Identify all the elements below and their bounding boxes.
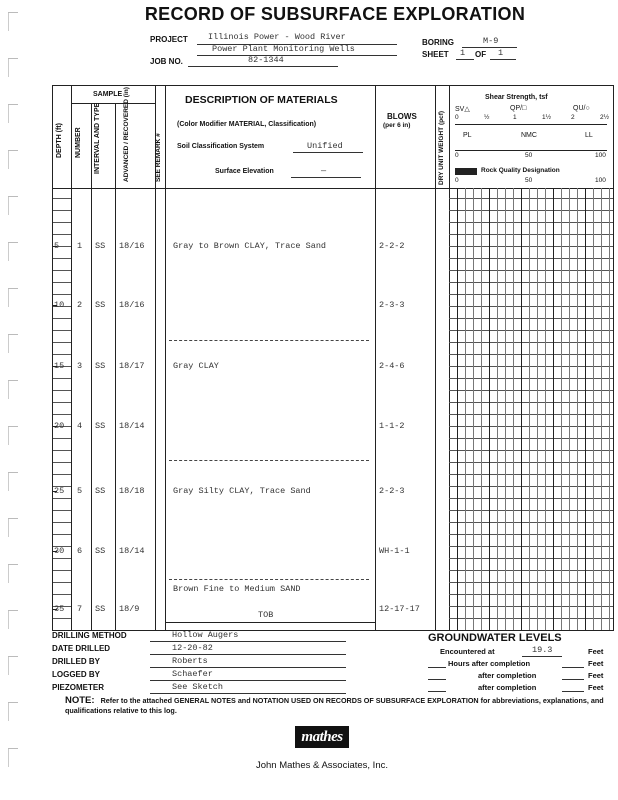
sheet-total: 1: [498, 48, 504, 58]
pl-label: PL: [463, 132, 472, 139]
sample-type: SS: [95, 361, 106, 371]
blow-counts: 1-1-2: [379, 421, 405, 431]
depth-grid-line: [53, 198, 71, 199]
sample-type: SS: [95, 546, 106, 556]
sheet-of-label: OF: [475, 50, 487, 59]
binder-hole: [8, 150, 18, 154]
gw-after2-underline: [562, 691, 584, 692]
feet-label-4: Feet: [588, 683, 604, 692]
col-divider: [435, 86, 436, 630]
depth-grid-line: [53, 354, 71, 355]
chart-grid-col: [497, 188, 498, 630]
depth-grid-line: [53, 450, 71, 451]
description-subtitle: (Color Modifier MATERIAL, Classification): [177, 121, 317, 128]
sample-divider: [71, 103, 155, 104]
footnote: [65, 696, 613, 716]
binder-hole: [8, 472, 18, 476]
soil-system-label: Soil Classification System: [177, 143, 265, 150]
depth-grid-line: [53, 510, 71, 511]
chart-grid-col: [569, 188, 570, 630]
groundwater-title: GROUNDWATER LEVELS: [428, 632, 562, 644]
gw-hours-label: Hours after completion: [448, 659, 531, 668]
depth-grid-line: [53, 402, 71, 403]
chart-grid-col: [457, 188, 458, 630]
depth-grid-line: [53, 390, 71, 391]
sv-label: SV△: [455, 106, 470, 113]
sample-number: 1: [77, 241, 83, 251]
project-label: PROJECT: [150, 35, 188, 44]
date-drilled-label: DATE DRILLED: [52, 644, 111, 653]
chart-grid-col: [529, 188, 530, 630]
shear-tick-label: 2: [571, 114, 575, 121]
depth-tick: [53, 366, 57, 367]
chart-grid-col: [465, 188, 466, 630]
sheet-number: 1: [460, 48, 466, 58]
depth-value: 15: [54, 361, 65, 371]
sample-number: 2: [77, 300, 83, 310]
moisture-scale-line: [455, 150, 607, 151]
depth-label: DEPTH (ft): [56, 123, 63, 158]
blow-counts: 12-17-17: [379, 604, 420, 614]
drilling-method-underline: [150, 641, 346, 642]
blow-counts: 2-4-6: [379, 361, 405, 371]
chart-grid-col: [585, 188, 586, 630]
job-label: JOB NO.: [150, 57, 183, 66]
gw-hours-blank: [428, 667, 446, 668]
depth-grid-line: [53, 234, 71, 235]
sample-type: SS: [95, 604, 106, 614]
date-drilled-underline: [150, 654, 346, 655]
sample-type: SS: [95, 241, 106, 251]
gw-encountered-underline: [522, 656, 562, 657]
binder-hole: [8, 58, 18, 62]
depth-grid-line: [53, 378, 71, 379]
gw-after2-blank: [428, 691, 446, 692]
moisture-tick-label: 100: [595, 152, 606, 159]
depth-grid-line: [53, 294, 71, 295]
boring-underline: [462, 47, 517, 48]
sample-label: SAMPLE: [93, 91, 123, 98]
advanced-recovered: 18/16: [119, 241, 145, 251]
chart-grid-col: [489, 188, 490, 630]
depth-grid-line: [53, 534, 71, 535]
drilling-method-label: DRILLING METHOD: [52, 631, 127, 640]
project-line1: Illinois Power - Wood River: [208, 32, 346, 42]
binder-hole: [8, 610, 18, 614]
piezometer-value: See Sketch: [172, 682, 224, 692]
depth-tick: [53, 551, 57, 552]
sand-description: Brown Fine to Medium SAND: [173, 584, 301, 594]
surface-elevation-underline: [291, 177, 361, 178]
moisture-tick-label: 50: [525, 152, 533, 159]
col-divider: [91, 103, 92, 630]
sample-type: SS: [95, 300, 106, 310]
col-divider: [71, 86, 72, 630]
depth-value: 20: [54, 421, 65, 431]
piezometer-label: PIEZOMETER: [52, 683, 105, 692]
sheet-total-underline: [490, 59, 516, 60]
sheet-underline: [456, 59, 474, 60]
chart-grid-col: [577, 188, 578, 630]
depth-tick: [53, 305, 57, 306]
depth-value: 30: [54, 546, 65, 556]
binder-hole: [8, 380, 18, 384]
depth-grid-line: [53, 474, 71, 475]
gw-after1-underline: [562, 679, 584, 680]
binder-hole: [8, 702, 18, 706]
depth-grid-line: [53, 462, 71, 463]
logged-by-underline: [150, 680, 346, 681]
binder-hole: [8, 104, 18, 108]
binder-hole: [8, 334, 18, 338]
tob-line: [165, 622, 375, 623]
advanced-recovered: 18/18: [119, 486, 145, 496]
chart-grid-col: [505, 188, 506, 630]
depth-grid-line: [53, 570, 71, 571]
moisture-tick-label: 0: [455, 152, 459, 159]
rqd-tick-label: 100: [595, 177, 606, 184]
binder-hole: [8, 564, 18, 568]
logged-by-label: LOGGED BY: [52, 670, 101, 679]
depth-tick: [53, 491, 57, 492]
advanced-recovered: 18/14: [119, 546, 145, 556]
sample-number: 5: [77, 486, 83, 496]
chart-grid-col: [513, 188, 514, 630]
chart-grid-col: [481, 188, 482, 630]
project-line2: Power Plant Monitoring Wells: [212, 44, 355, 54]
depth-tick: [53, 609, 57, 610]
col-divider: [115, 103, 116, 630]
gw-encountered-value: 19.3: [532, 645, 553, 655]
dry-unit-weight-label: DRY UNIT WEIGHT (pcf): [438, 110, 445, 185]
rqd-label: Rock Quality Designation: [481, 167, 560, 174]
depth-tick: [53, 246, 57, 247]
chart-grid-col: [537, 188, 538, 630]
depth-grid-line: [53, 498, 71, 499]
binder-hole: [8, 242, 18, 246]
qp-label: QP/□: [510, 105, 527, 112]
boring-label: BORING: [422, 38, 454, 47]
nmc-label: NMC: [521, 132, 537, 139]
blow-counts: 2-3-3: [379, 300, 405, 310]
number-label: NUMBER: [75, 127, 82, 158]
interval-label: INTERVAL AND TYPE: [94, 102, 101, 174]
piezometer-underline: [150, 693, 346, 694]
binder-hole: [8, 426, 18, 430]
surface-elevation-value: —: [321, 166, 327, 176]
depth-grid-line: [53, 210, 71, 211]
blow-counts: 2-2-3: [379, 486, 405, 496]
chart-grid-col: [601, 188, 602, 630]
feet-label-2: Feet: [588, 659, 604, 668]
chart-grid-col: [561, 188, 562, 630]
gw-after1-blank: [428, 679, 446, 680]
chart-grid-col: [545, 188, 546, 630]
depth-value: 10: [54, 300, 65, 310]
binder-hole: [8, 196, 18, 200]
note-text: Refer to the attached GENERAL NOTES and NOTATION USED ON RECORDS OF SUBSURFACE EXPLORATION for abbreviations, explanations, and qualifications relative to this log.: [65, 696, 604, 715]
depth-tick: [53, 426, 57, 427]
col-divider: [449, 86, 450, 630]
advanced-recovered: 18/14: [119, 421, 145, 431]
note-label: NOTE:: [65, 695, 95, 706]
blow-counts: WH-1-1: [379, 546, 410, 556]
feet-label-1: Feet: [588, 647, 604, 656]
boring-number: M-9: [483, 36, 499, 46]
feet-label-3: Feet: [588, 671, 604, 680]
sample-number: 4: [77, 421, 83, 431]
date-drilled-value: 12-20-82: [172, 643, 213, 653]
depth-grid-line: [53, 342, 71, 343]
sheet-label: SHEET: [422, 50, 449, 59]
shear-tick-label: 1½: [542, 114, 552, 121]
depth-value: 35: [54, 604, 65, 614]
remark-label: SEE REMARK #: [155, 133, 162, 182]
depth-grid-line: [53, 558, 71, 559]
rqd-tick-label: 0: [455, 177, 459, 184]
drilling-method-value: Hollow Augers: [172, 630, 239, 640]
blows-label: BLOWS: [387, 112, 417, 121]
company-logo: mathes: [295, 726, 349, 748]
depth-grid-line: [53, 618, 71, 619]
blow-counts: 2-2-2: [379, 241, 405, 251]
shear-scale-line: [455, 124, 607, 125]
col-divider: [375, 86, 376, 630]
advanced-recovered: 18/17: [119, 361, 145, 371]
material-description: Gray CLAY: [173, 361, 219, 371]
advanced-recovered: 18/16: [119, 300, 145, 310]
drilled-by-underline: [150, 667, 346, 668]
gw-encountered-label: Encountered at: [440, 647, 495, 656]
binder-hole: [8, 518, 18, 522]
shear-strength-title: Shear Strength, tsf: [485, 94, 548, 101]
soil-system-underline: [293, 152, 363, 153]
stratum-boundary: [169, 460, 369, 461]
gw-after1-label: after completion: [478, 671, 537, 680]
chart-grid-col: [609, 188, 610, 630]
chart-grid-col: [553, 188, 554, 630]
depth-value: 25: [54, 486, 65, 496]
material-description: Gray Silty CLAY, Trace Sand: [173, 486, 311, 496]
shear-tick-label: ½: [484, 114, 490, 121]
col-divider: [165, 86, 166, 630]
sample-number: 6: [77, 546, 83, 556]
drilled-by-value: Roberts: [172, 656, 208, 666]
drilled-by-label: DRILLED BY: [52, 657, 100, 666]
sample-number: 7: [77, 604, 83, 614]
binder-margin: [0, 0, 34, 800]
depth-grid-line: [53, 270, 71, 271]
depth-grid-line: [53, 318, 71, 319]
binder-hole: [8, 288, 18, 292]
soil-system-value: Unified: [307, 141, 343, 151]
shear-tick-label: 2½: [600, 114, 610, 121]
ll-label: LL: [585, 132, 593, 139]
qu-label: QU/○: [573, 105, 590, 112]
sample-number: 3: [77, 361, 83, 371]
gw-hours-underline: [562, 667, 584, 668]
depth-grid-line: [53, 258, 71, 259]
chart-grid-col: [521, 188, 522, 630]
page-title: RECORD OF SUBSURFACE EXPLORATION: [144, 4, 526, 24]
depth-grid-line: [53, 594, 71, 595]
chart-grid-col: [593, 188, 594, 630]
material-description: Gray to Brown CLAY, Trace Sand: [173, 241, 327, 251]
company-name: John Mathes & Associates, Inc.: [255, 760, 388, 771]
tob-label: TOB: [258, 610, 274, 620]
advanced-recovered: 18/9: [119, 604, 140, 614]
depth-grid-line: [53, 222, 71, 223]
log-table: [52, 85, 614, 631]
binder-hole: [8, 12, 18, 16]
advanced-label: ADVANCED / RECOVERED (in): [123, 87, 130, 182]
gw-after2-label: after completion: [478, 683, 537, 692]
rqd-tick-label: 50: [525, 177, 533, 184]
surface-elevation-label: Surface Elevation: [215, 168, 274, 175]
job-number: 82-1344: [248, 55, 284, 65]
depth-grid-line: [53, 522, 71, 523]
binder-hole: [8, 656, 18, 660]
depth-grid-line: [53, 330, 71, 331]
project-underline-2: [197, 55, 397, 56]
depth-grid-line: [53, 582, 71, 583]
stratum-boundary: [169, 340, 369, 341]
shear-tick-label: 0: [455, 114, 459, 121]
sample-type: SS: [95, 421, 106, 431]
job-underline: [188, 66, 338, 67]
blows-sublabel: (per 6 in): [383, 122, 411, 129]
depth-grid-line: [53, 414, 71, 415]
depth-grid-line: [53, 282, 71, 283]
chart-grid-col: [473, 188, 474, 630]
logged-by-value: Schaefer: [172, 669, 213, 679]
depth-value: 5: [54, 241, 60, 251]
rqd-legend-swatch: [455, 168, 477, 175]
binder-hole: [8, 748, 18, 752]
depth-grid-line: [53, 438, 71, 439]
shear-tick-label: 1: [513, 114, 517, 121]
sample-type: SS: [95, 486, 106, 496]
description-title: DESCRIPTION OF MATERIALS: [185, 94, 338, 106]
stratum-boundary: [169, 579, 369, 580]
